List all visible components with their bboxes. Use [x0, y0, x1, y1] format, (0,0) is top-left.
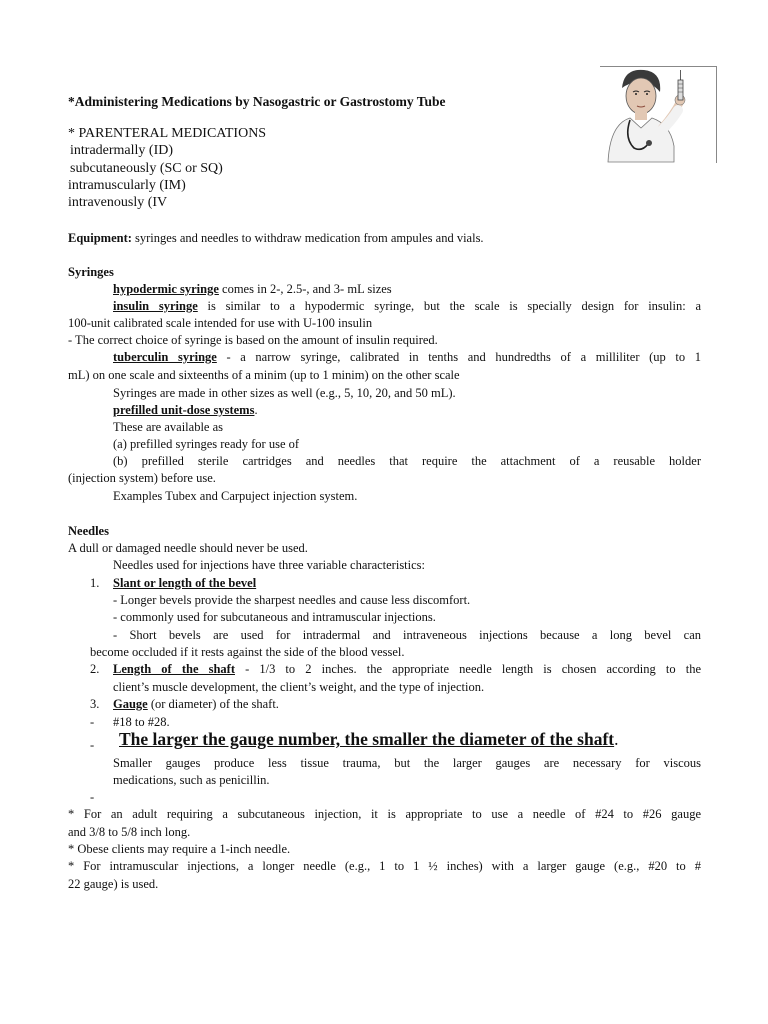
equipment-line — [68, 230, 484, 247]
gauge-rule — [119, 731, 619, 750]
dash-bullet: - — [90, 790, 95, 804]
option-b-line-2: (injection system) before use. — [68, 471, 216, 485]
gauge-term: Gauge — [113, 697, 148, 711]
insulin-line-2: 100-unit calibrated scale intended for use with U-100 insulin — [68, 316, 373, 330]
dull-needle-warning: A dull or damaged needle should never be used. — [68, 541, 308, 555]
bevel-line: - commonly used for subcutaneous and intramuscular injections. — [113, 610, 436, 624]
needles-intro: Needles used for injections have three variable characteristics: — [113, 558, 426, 572]
intramuscular-line-2: 22 gauge) is used. — [68, 877, 159, 891]
dash-bullet: - — [90, 715, 95, 729]
other-sizes-line: Syringes are made in other sizes as well (e.g., 5, 10, 20, and 50 mL). — [113, 386, 456, 400]
shaft-length-text: - 1/3 to 2 inches. the appropriate needle length is chosen according to the — [234, 662, 701, 676]
smaller-gauges-line: Smaller gauges produce less tissue trauma, but the larger gauges are necessary for viscous — [113, 756, 701, 770]
route-item: intramuscularly (IM) — [68, 178, 186, 193]
hypodermic-line — [113, 281, 392, 298]
shaft-length-term: Length of the shaft — [113, 662, 235, 676]
option-a-line: (a) prefilled syringes ready for use of — [113, 437, 300, 451]
hypodermic-text: comes in 2-, 2.5-, and 3- mL sizes — [218, 282, 392, 296]
gauge-rule-period: . — [614, 729, 619, 749]
dash-bullet: - — [90, 738, 95, 752]
insulin-line — [113, 298, 701, 315]
list-number: 3. — [90, 697, 100, 711]
obese-clients-line: * Obese clients may require a 1-inch needle. — [68, 842, 291, 856]
examples-line: Examples Tubex and Carpuject injection system. — [113, 489, 358, 503]
insulin-text: is similar to a hypodermic syringe, but the scale is specially design for insulin: a — [197, 299, 701, 313]
adult-subcutaneous-line-2: and 3/8 to 5/8 inch long. — [68, 825, 191, 839]
gauge-text: (or diameter) of the shaft. — [147, 697, 279, 711]
route-item: intravenously (IV — [68, 195, 168, 210]
parenteral-heading: * PARENTERAL MEDICATIONS — [68, 126, 267, 141]
insulin-term: insulin syringe — [113, 299, 198, 313]
tuberculin-term: tuberculin syringe — [113, 350, 217, 364]
available-as-line: These are available as — [113, 420, 224, 434]
document-title: *Administering Medications by Nasogastric or Gastrostomy Tube — [68, 94, 446, 109]
option-b-line: (b) prefilled sterile cartridges and needles that require the attachment of a reusable holder — [113, 454, 701, 468]
prefilled-line — [113, 402, 258, 419]
route-item: subcutaneously (SC or SQ) — [70, 161, 223, 176]
adult-subcutaneous-line: * For an adult requiring a subcutaneous injection, it is appropriate to use a needle of #24 to #26 gauge — [68, 807, 701, 821]
bevel-line: - Short bevels are used for intradermal and intraveneous injections because a long bevel can — [113, 628, 701, 642]
needles-heading: Needles — [68, 524, 109, 538]
syringe-choice-note: - The correct choice of syringe is based on the amount of insulin required. — [68, 333, 438, 347]
bevel-line-continued: become occluded if it rests against the side of the blood vessel. — [90, 645, 405, 659]
tuberculin-line — [113, 349, 701, 366]
gauge-rule-text: The larger the gauge number, the smaller the diameter of the shaft — [119, 729, 615, 749]
nurse-with-syringe-icon — [600, 66, 718, 164]
bevel-term: Slant or length of the bevel — [113, 576, 257, 590]
tuberculin-line-2: mL) on one scale and sixteenths of a minim (up to 1 minim) on the other scale — [68, 368, 460, 382]
hypodermic-term: hypodermic syringe — [113, 282, 219, 296]
bevel-line: - Longer bevels provide the sharpest needles and cause less discomfort. — [113, 593, 471, 607]
prefilled-term: prefilled unit-dose systems — [113, 403, 255, 417]
shaft-length-line — [113, 661, 701, 678]
gauge-line — [113, 696, 279, 713]
smaller-gauges-line-2: medications, such as penicillin. — [113, 773, 270, 787]
route-item: intradermally (ID) — [70, 143, 174, 158]
shaft-length-line-2: client’s muscle development, the client’s weight, and the type of injection. — [113, 680, 485, 694]
equipment-text: syringes and needles to withdraw medication from ampules and vials. — [131, 231, 484, 245]
tuberculin-text: - a narrow syringe, calibrated in tenths and hundredths of a milliliter (up to 1 — [216, 350, 701, 364]
intramuscular-line: * For intramuscular injections, a longer needle (e.g., 1 to 1 ½ inches) with a larger gauge (e.g., #20 to # — [68, 859, 701, 873]
list-number: 2. — [90, 662, 100, 676]
equipment-label: Equipment: — [68, 231, 132, 245]
gauge-range: #18 to #28. — [113, 715, 170, 729]
syringes-heading: Syringes — [68, 265, 114, 279]
prefilled-period: . — [254, 403, 258, 417]
list-number: 1. — [90, 576, 100, 590]
